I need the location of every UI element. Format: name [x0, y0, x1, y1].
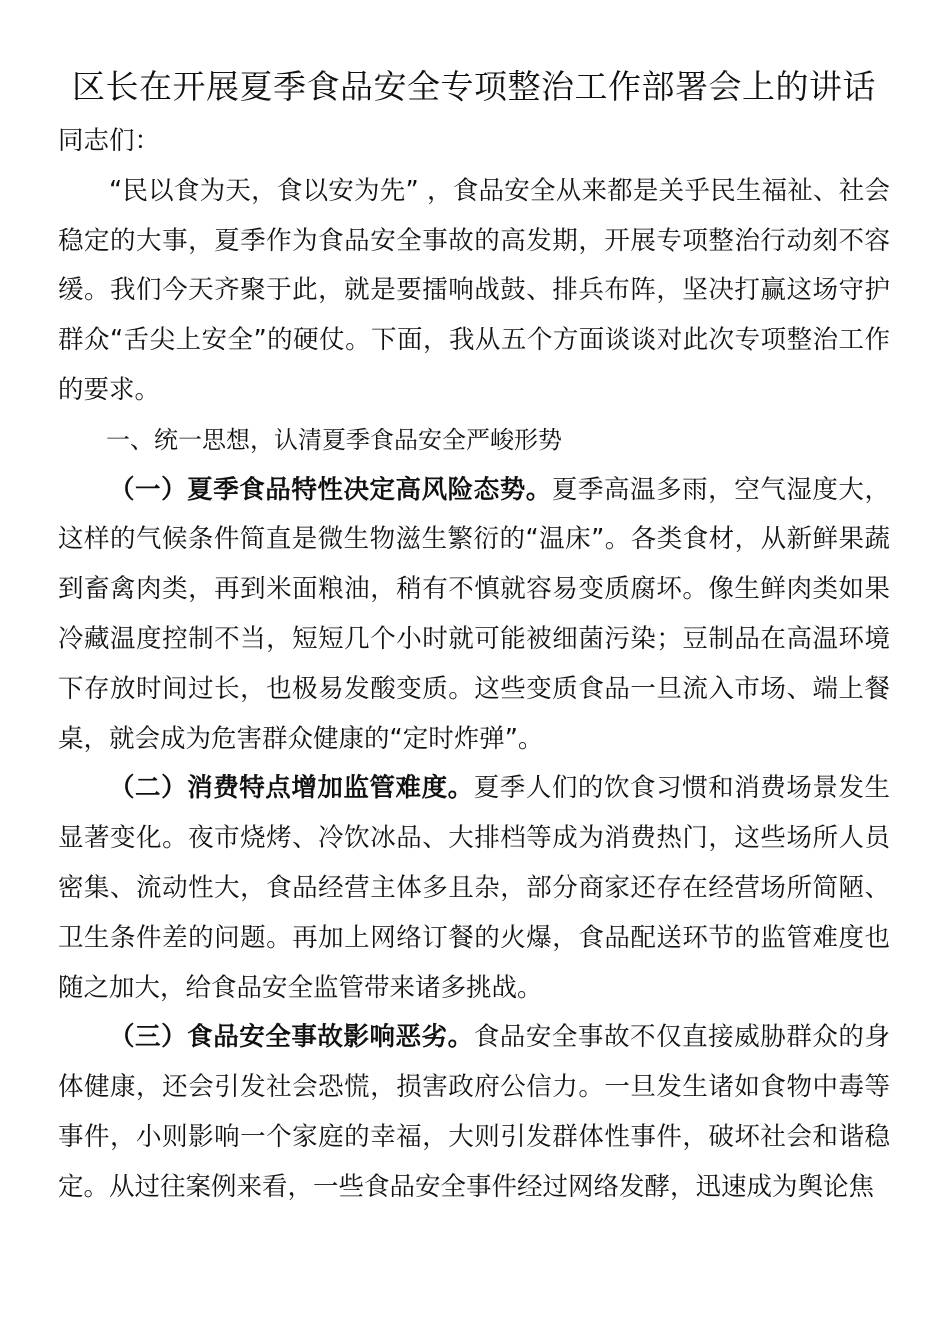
point-paragraph — [58, 764, 890, 1013]
point-body: 夏季人们的饮食习惯和消费场景发生显著变化。夜市烧烤、冷饮冰品、大排档等成为消费热门，这些场所人员密集、流动性大，食品经营主体多且杂，部分商家还存在经营场所简陋、卫生条件差的问题。再加上网络订餐的火爆，食品配送环节的监管难度也随之加大，给食品安全监管带来诸多挑战。 — [58, 773, 890, 1003]
point-heading: （三）食品安全事故影响恶劣。 — [109, 1022, 474, 1053]
document-title: 区长在开展夏季食品安全专项整治工作部署会上的讲话 — [72, 67, 876, 106]
point-heading: （一）夏季食品特性决定高风险态势。 — [109, 474, 552, 505]
point-paragraph — [58, 466, 890, 765]
section-heading: 一、统一思想，认清夏季食品安全严峻形势 — [106, 425, 562, 454]
point-paragraph — [58, 1013, 890, 1212]
salutation: 同志们： — [58, 126, 161, 156]
intro-paragraph: “民以食为天，食以安为先” ，食品安全从来都是关乎民生福祉、社会稳定的大事，夏季作为食品安全事故的高发期，开展专项整治行动刻不容缓。我们今天齐聚于此，就是要擂响战鼓、排兵布阵，坚决打赢这场守护群众“舌尖上安全”的硬仗。下面，我从五个方面谈谈对此次专项整治工作的要求。 — [58, 175, 890, 405]
point-body: 夏季高温多雨，空气湿度大，这样的气候条件简直是微生物滋生繁衍的“温床”。各类食材，从新鲜果蔬到畜禽肉类，再到米面粮油，稍有不慎就容易变质腐坏。像生鲜肉类如果冷藏温度控制不当，短短几个小时就可能被细菌污染；豆制品在高温环境下存放时间过长，也极易发酸变质。这些变质食品一旦流入市场、端上餐桌，就会成为危害群众健康的“定时炸弹”。 — [58, 474, 890, 754]
point-body: 食品安全事故不仅直接威胁群众的身体健康，还会引发社会恐慌，损害政府公信力。一旦发生诸如食物中毒等事件，小则影响一个家庭的幸福，大则引发群体性事件，破坏社会和谐稳定。从过往案例来看，一些食品安全事件经过网络发酵，迅速成为舆论焦 — [58, 1022, 890, 1202]
point-heading: （二）消费特点增加监管难度。 — [109, 773, 474, 804]
